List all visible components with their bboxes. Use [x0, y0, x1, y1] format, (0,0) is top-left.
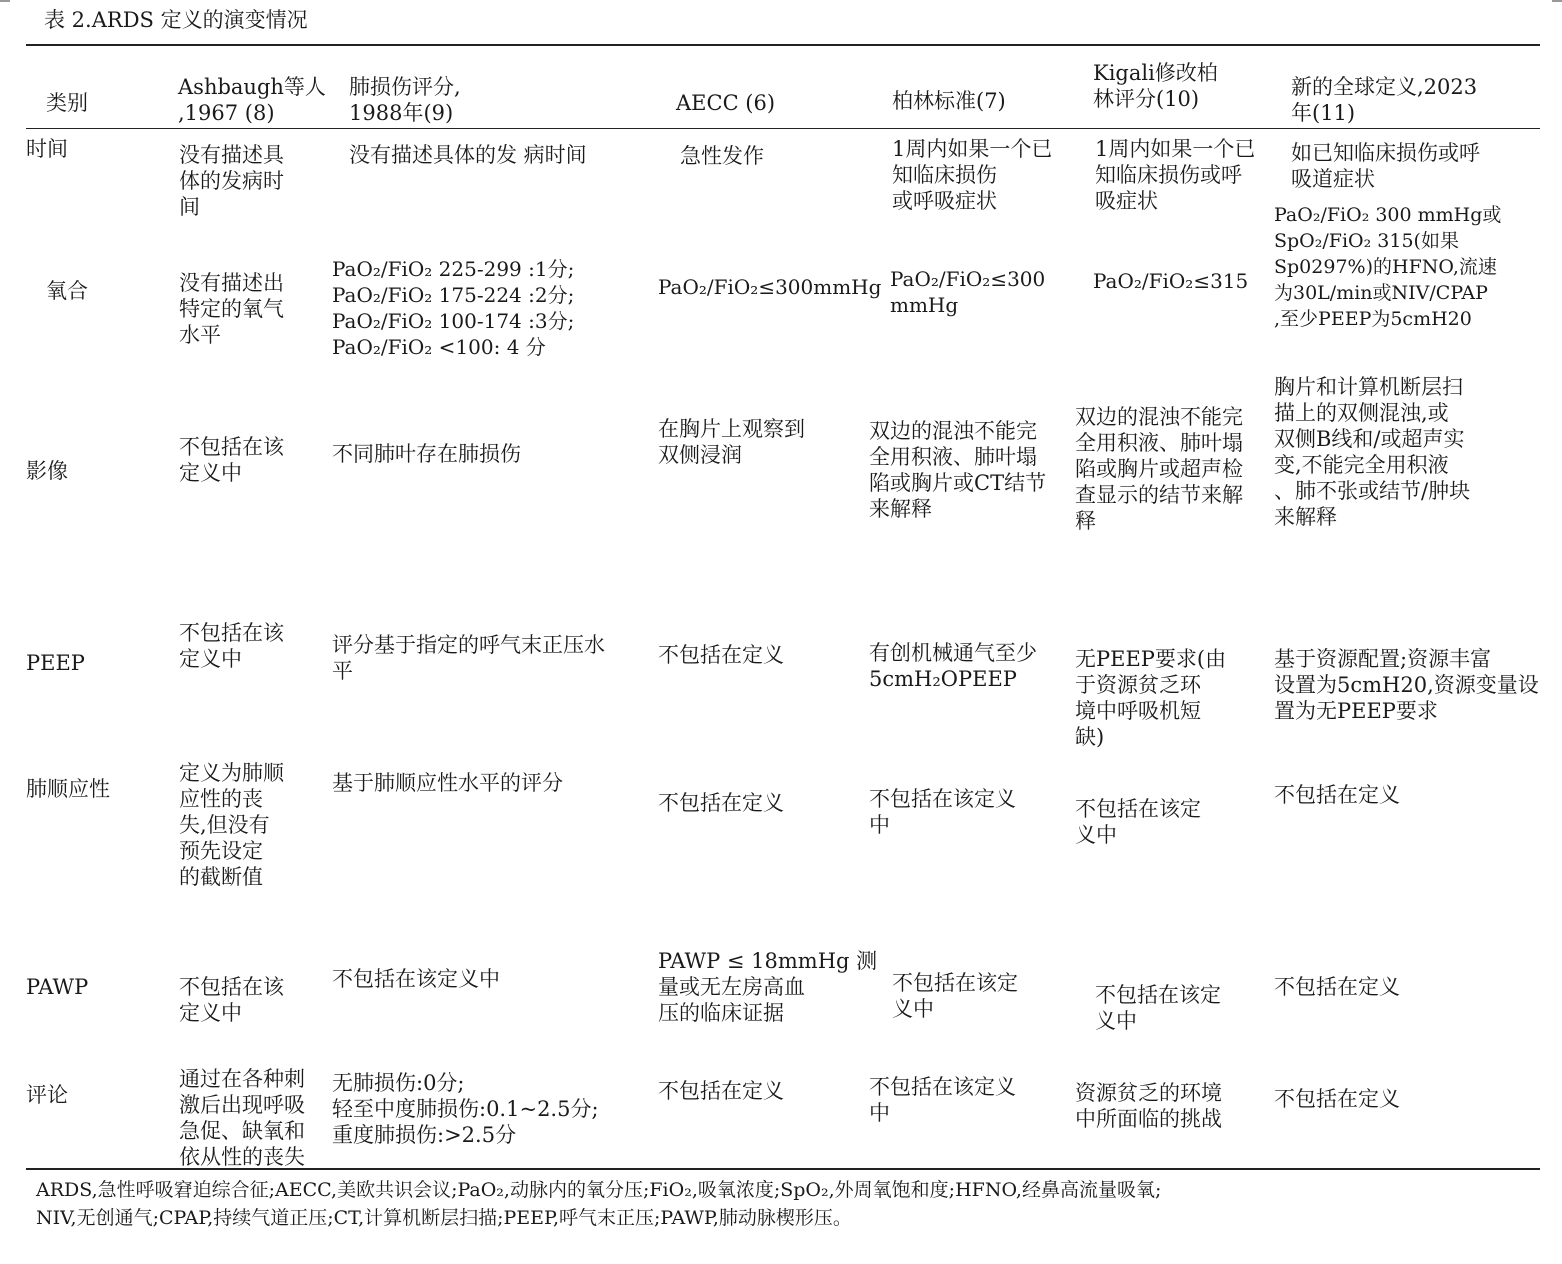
table-caption: 表 2.ARDS 定义的演变情况 [44, 8, 308, 32]
cell-pawp-global: 不包括在定义 [1274, 975, 1400, 999]
cell-peep-berlin: 有创机械通气至少 5cmH₂OPEEP [869, 641, 1037, 691]
cell-imaging-ashbaugh: 不包括在该 定义中 [179, 435, 284, 485]
header-berlin: 柏林标准(7) [892, 89, 1006, 113]
cell-time-aecc: 急性发作 [680, 144, 764, 168]
row-label-compliance: 肺顺应性 [26, 777, 110, 801]
row-label-time: 时间 [26, 137, 68, 161]
header-category: 类别 [46, 91, 88, 115]
row-label-imaging: 影像 [26, 459, 68, 483]
cell-comment-ashbaugh: 通过在各种刺 激后出现呼吸 急促、缺氧和 依从性的丧失 [179, 1067, 305, 1169]
top-rule [26, 44, 1540, 46]
row-label-peep: PEEP [26, 651, 85, 675]
cell-compliance-aecc: 不包括在定义 [658, 791, 784, 815]
cell-peep-global: 基于资源配置;资源丰富 设置为5cmH20,资源变量设 置为无PEEP要求 [1274, 647, 1539, 723]
cell-imaging-aecc: 在胸片上观察到 双侧浸润 [658, 417, 805, 467]
cell-pawp-berlin: 不包括在该定 义中 [892, 971, 1018, 1021]
cell-time-kigali: 1周内如果一个已 知临床损伤或呼 吸症状 [1095, 137, 1256, 213]
cell-oxygen-ashbaugh: 没有描述出 特定的氧气 水平 [179, 271, 284, 347]
header-rule [26, 128, 1540, 129]
header-ashbaugh: Ashbaugh等人 ,1967 (8) [178, 75, 326, 125]
cell-imaging-kigali: 双边的混浊不能完 全用积液、肺叶塌 陷或胸片或超声检 查显示的结节来解 释 [1075, 405, 1243, 533]
cell-peep-aecc: 不包括在定义 [658, 643, 784, 667]
cell-comment-global: 不包括在定义 [1274, 1087, 1400, 1111]
cell-imaging-berlin: 双边的混浊不能完 全用积液、肺叶塌 陷或胸片或CT结节 来解释 [869, 419, 1047, 521]
cell-pawp-kigali: 不包括在该定 义中 [1095, 983, 1221, 1033]
cell-compliance-global: 不包括在定义 [1274, 783, 1400, 807]
cell-pawp-ashbaugh: 不包括在该 定义中 [179, 975, 284, 1025]
cell-compliance-ashbaugh: 定义为肺顺 应性的丧 失,但没有 预先设定 的截断值 [179, 761, 284, 889]
table-footnote: ARDS,急性呼吸窘迫综合征;AECC,美欧共识会议;PaO₂,动脉内的氧分压;FiO₂,吸氧浓度;SpO₂,外周氧饱和度;HFNO,经鼻高流量吸氧; NIV,无创通气;CPAP,持续气道正压;CT,计算机断层扫描;PEEP,呼气末正压;PAWP,肺动脉楔形压。 [36, 1179, 1162, 1229]
cell-oxygen-global: PaO₂/FiO₂ 300 mmHg或 SpO₂/FiO₂ 315(如果 Sp0297%)的HFNO,流速 为30L/min或NIV/CPAP ,至少PEEP为5cmH20 [1274, 204, 1502, 330]
cell-compliance-lis: 基于肺顺应性水平的评分 [332, 771, 563, 795]
cell-oxygen-berlin: PaO₂/FiO₂≤300 mmHg [890, 267, 1046, 317]
cell-comment-berlin: 不包括在该定义 中 [869, 1075, 1016, 1125]
cell-oxygen-aecc: PaO₂/FiO₂≤300mmHg [658, 275, 882, 299]
cell-pawp-aecc: PAWP ≤ 18mmHg 测 量或无左房高血 压的临床证据 [658, 949, 878, 1025]
corner-mark [1552, 0, 1562, 2]
cell-pawp-lis: 不包括在该定义中 [332, 967, 500, 991]
cell-compliance-kigali: 不包括在该定 义中 [1075, 797, 1201, 847]
cell-oxygen-lis: PaO₂/FiO₂ 225-299 :1分; PaO₂/FiO₂ 175-224 :2分; PaO₂/FiO₂ 100-174 :3分; PaO₂/FiO₂ <100: 4 分 [332, 257, 575, 359]
cell-peep-kigali: 无PEEP要求(由 于资源贫乏环 境中呼吸机短 缺) [1075, 647, 1227, 749]
header-global: 新的全球定义,2023 年(11) [1291, 75, 1478, 125]
cell-oxygen-kigali: PaO₂/FiO₂≤315 [1093, 269, 1249, 293]
cell-peep-lis: 评分基于指定的呼气末正压水 平 [332, 633, 605, 683]
cell-time-ashbaugh: 没有描述具 体的发病时 间 [179, 143, 284, 219]
cell-comment-aecc: 不包括在定义 [658, 1079, 784, 1103]
cell-imaging-lis: 不同肺叶存在肺损伤 [332, 442, 521, 466]
cell-comment-lis: 无肺损伤:0分; 轻至中度肺损伤:0.1~2.5分; 重度肺损伤:>2.5分 [332, 1071, 599, 1147]
cell-peep-ashbaugh: 不包括在该 定义中 [179, 621, 284, 671]
header-aecc: AECC (6) [676, 91, 776, 115]
cell-time-berlin: 1周内如果一个已 知临床损伤 或呼吸症状 [892, 137, 1053, 213]
cell-comment-kigali: 资源贫乏的环境 中所面临的挑战 [1075, 1081, 1222, 1131]
cell-time-lis: 没有描述具体的发 病时间 [349, 143, 587, 167]
cell-compliance-berlin: 不包括在该定义 中 [869, 787, 1016, 837]
cell-time-global: 如已知临床损伤或呼 吸道症状 [1291, 141, 1480, 191]
header-kigali: Kigali修改柏 林评分(10) [1093, 61, 1218, 111]
corner-mark [0, 0, 10, 2]
header-lung-injury-score: 肺损伤评分, 1988年(9) [349, 75, 461, 125]
cell-imaging-global: 胸片和计算机断层扫 描上的双侧混浊,或 双侧B线和/或超声实 变,不能完全用积液 、肺不张或结节/肿块 来解释 [1274, 375, 1471, 529]
row-label-oxygen: 氧合 [46, 279, 88, 303]
row-label-pawp: PAWP [26, 975, 89, 999]
row-label-comment: 评论 [26, 1083, 68, 1107]
